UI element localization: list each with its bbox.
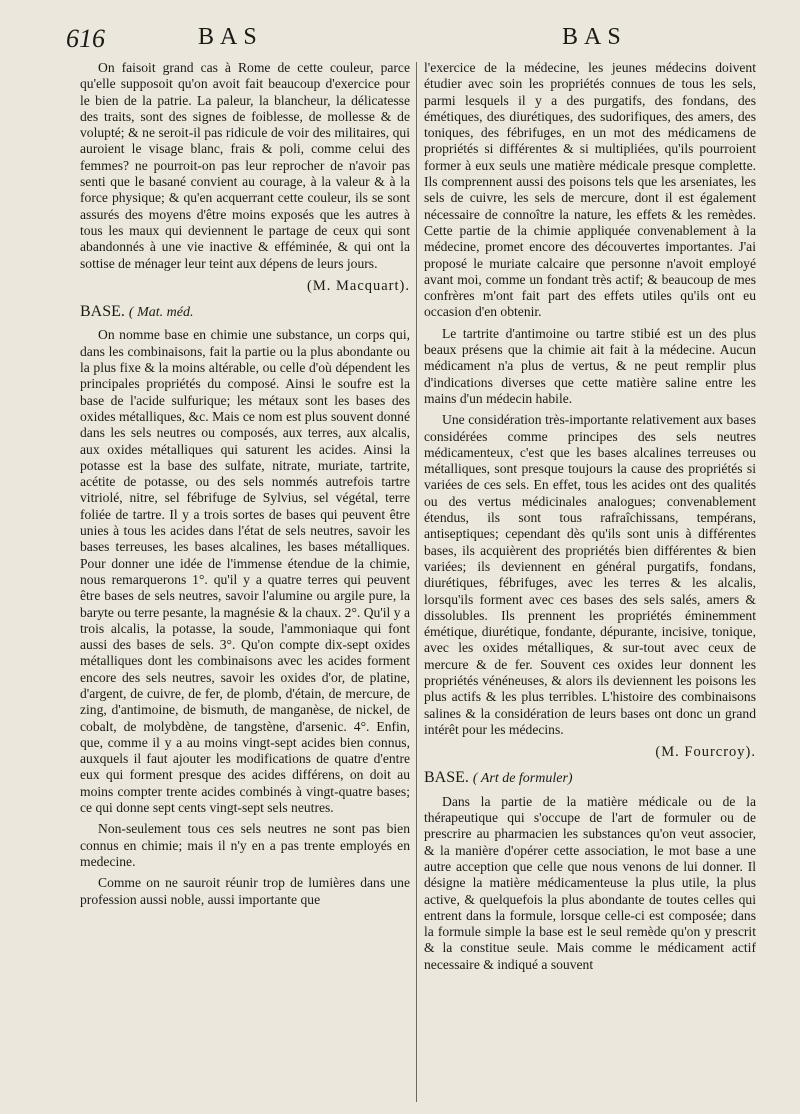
author-signature: (M. Macquart). (307, 277, 410, 294)
paragraph: l'exercice de la médecine, les jeunes médecins doivent étudier avec soin les propriétés connues de tous les sels, parmi lesquels il y a des purgatifs, des fondans, des émétiques, des diurétiques, des sudorifiques, des amers, des toniques, des fébrifuges, en un mot des médicamens de propriétés si différentes & si multipliées, qu'ils pourroient former à eux seuls une matière médicale presque complette. Ils comprennent aussi des poisons tels que les arseniates, les sels de cuivre, les sels de mercure, dont il est également nécessaire de connoître la nature, les effets & les remèdes. Cette partie de la chimie appliquée convenablement à la médecine, promet encore des découvertes importantes. J'ai proposé le muriate calcaire que personne n'avoit employé avant moi, comme un fondant très actif; & beaucoup de mes confrères m'ont fait part des effets utiles qu'ils ont eu occasion d'en obtenir. (424, 60, 756, 320)
right-column (424, 60, 756, 1106)
entry-heading (424, 770, 756, 787)
entry-subject: ( Mat. méd. (128, 305, 194, 321)
entry-title: BASE. (80, 303, 125, 321)
entry-subject: ( Art de formuler) (472, 771, 573, 787)
paragraph: Non-seulement tous ces sels neutres ne sont pas bien connus en chimie; mais il n'y en a pas trente employés en medecine. (80, 821, 410, 869)
entry-title: BASE. (424, 769, 469, 787)
paragraph: On faisoit grand cas à Rome de cette couleur, parce qu'elle supposoit qu'on avoit fait beaucoup d'exercice pour le bien de la patrie. La paleur, la blancheur, la délicatesse des traits, sont des signes de foiblesse, de mollesse & de volupté; & ne seroit-il pas ridicule de voir des militaires, qui auroient le visage blanc, frais & poli, comme celui des femmes? ne pourroit-on pas leur reprocher de n'avoir pas senti que le basané convient au courage, à la valeur & à la force physique; & qu'en acquerrant cette couleur, ils se sont assurés des moyens d'être moins exposés que les autres à tous les maux qui deviennent le partage de ceux qui sont abandonnés à une vie inactive & efféminée, & qui ont la sottise de ménager leur teint aux dépens de leurs jours. (80, 60, 410, 271)
paragraph: Une considération très-importante relativement aux bases considérées comme principes des sels neutres médicamenteux, c'est que les bases alcalines terreuses ou métalliques, sont presque toujours la cause des propriétés si variées de ces sels. En effet, tous les acides ont des qualités ou des vertus médicinales analogues; convenablement étendus, ils sont tous rafraîchissans, tempérans, antiseptiques; cependant dès qu'ils sont unis à différentes bases, ils acquièrent des propriétés bien différentes & bien variées; ils deviennent en général purgatifs, fondans, diurétiques, fébrifuges, avec les terres & les alcalis, lorsqu'ils forment avec ces bases des sels salés, amers & dissolubles. Ils prennent les propriétés éminemment émétique, diurétique, fondante, dépurante, incisive, tonique, avec les oxides métalliques, & sur-tout avec ceux de mercure & de fer. Souvent ces oxides leur donnent les propriétés vénéneuses, & alors ils deviennent les poisons les plus actifs & les plus terribles. L'histoire des combinaisons salines & la considération de leurs bases ont donc un grand intérêt pour les médecins. (424, 412, 756, 737)
paragraph: On nomme base en chimie une substance, un corps qui, dans les combinaisons, fait la partie ou la plus abondante ou la plus fixe & la moins altérable, ou celle d'où dépendent les principales propriétés du composé. Ainsi le soufre est la base de l'acide sulfurique; les métaux sont les bases des oxides métalliques, &c. Mais ce nom est plus souvent donné dans les sels neutres ou composés, aux terres, aux alcalis, aux oxides métalliques qui saturent les acides. Ainsi la potasse est la base des sulfate, nitrate, muriate, tartrite, acétite de potasse, ou des sels nommés autrefois tartre vitriolé, nitre, sel fébrifuge de Sylvius, sel végétal, terre foliée de tartre. Il y a trois sortes de bases qui peuvent être unies à tous les acides dans l'état de sels neutres, savoir les bases terreuses, les bases alcalines, les bases métalliques. Pour donner une idée de l'immense étendue de la chimie, nous remarquerons 1°. qu'il y a quatre terres qui peuvent être bases de sels neutres, savoir l'alumine ou argile pure, la baryte ou terre pesante, la magnésie & la chaux. 2°. Qu'il y a trois alcalis, la potasse, la soude, l'ammoniaque qui font aussi des bases de sels. 3°. Qu'on compte dix-sept oxides métalliques dont les combinaisons avec les acides forment encore des sels neutres, savoir les oxides d'or, de platine, d'argent, de cuivre, de fer, de plomb, d'étain, de mercure, de zing, d'antimoine, de bismuth, de manganèse, de nickel, de cobalt, de molybdène, de tangstène, d'arsenic. 4°. Enfin, que, comme il y a au moins vingt-sept acides bien connus, auxquels il faut ajouter les modifications de quatre d'entre eux qui forment presque des acides différens, on doit au moins compter trente acides combinés à vingt-quatre bases; ce qui donne sept cents vingt-sept sels neutres. (80, 327, 410, 816)
entry-heading (80, 304, 410, 321)
column-divider (416, 62, 417, 1102)
running-head-left: BAS (198, 24, 263, 50)
paragraph: Comme on ne sauroit réunir trop de lumières dans une profession aussi noble, aussi importante que (80, 875, 410, 907)
paragraph: Le tartrite d'antimoine ou tartre stibié est un des plus beaux présens que la chimie ait fait à la médecine. Aucun médicament n'a plus de vertus, & ne peut remplir plus d'indications diverses que cette matière saline entre les mains d'un médecin habile. (424, 325, 756, 406)
author-signature: (M. Fourcroy). (655, 744, 756, 761)
left-column (80, 60, 410, 1106)
running-head-right: BAS (562, 24, 627, 50)
page-number: 616 (66, 24, 105, 53)
page-header (0, 24, 800, 58)
paragraph: Dans la partie de la matière médicale ou de la thérapeutique qui s'occupe de l'art de formuler ou de prescrire au pharmacien les substances qu'on veut associer, & la manière d'opérer cette association, le mot base a une autre acception que celle que nous venons de lui donner. Il désigne la matière médicamenteuse la plus utile, la plus active, & quelquefois la plus abondante de toutes celles qui entrent dans la formule, lorsque celle-ci est composée; dans la formule simple la base est le seul remède qu'on y prescrit & la constitue seule. Mais comme le médicament actif necessaire & indiqué a souvent (424, 793, 756, 972)
